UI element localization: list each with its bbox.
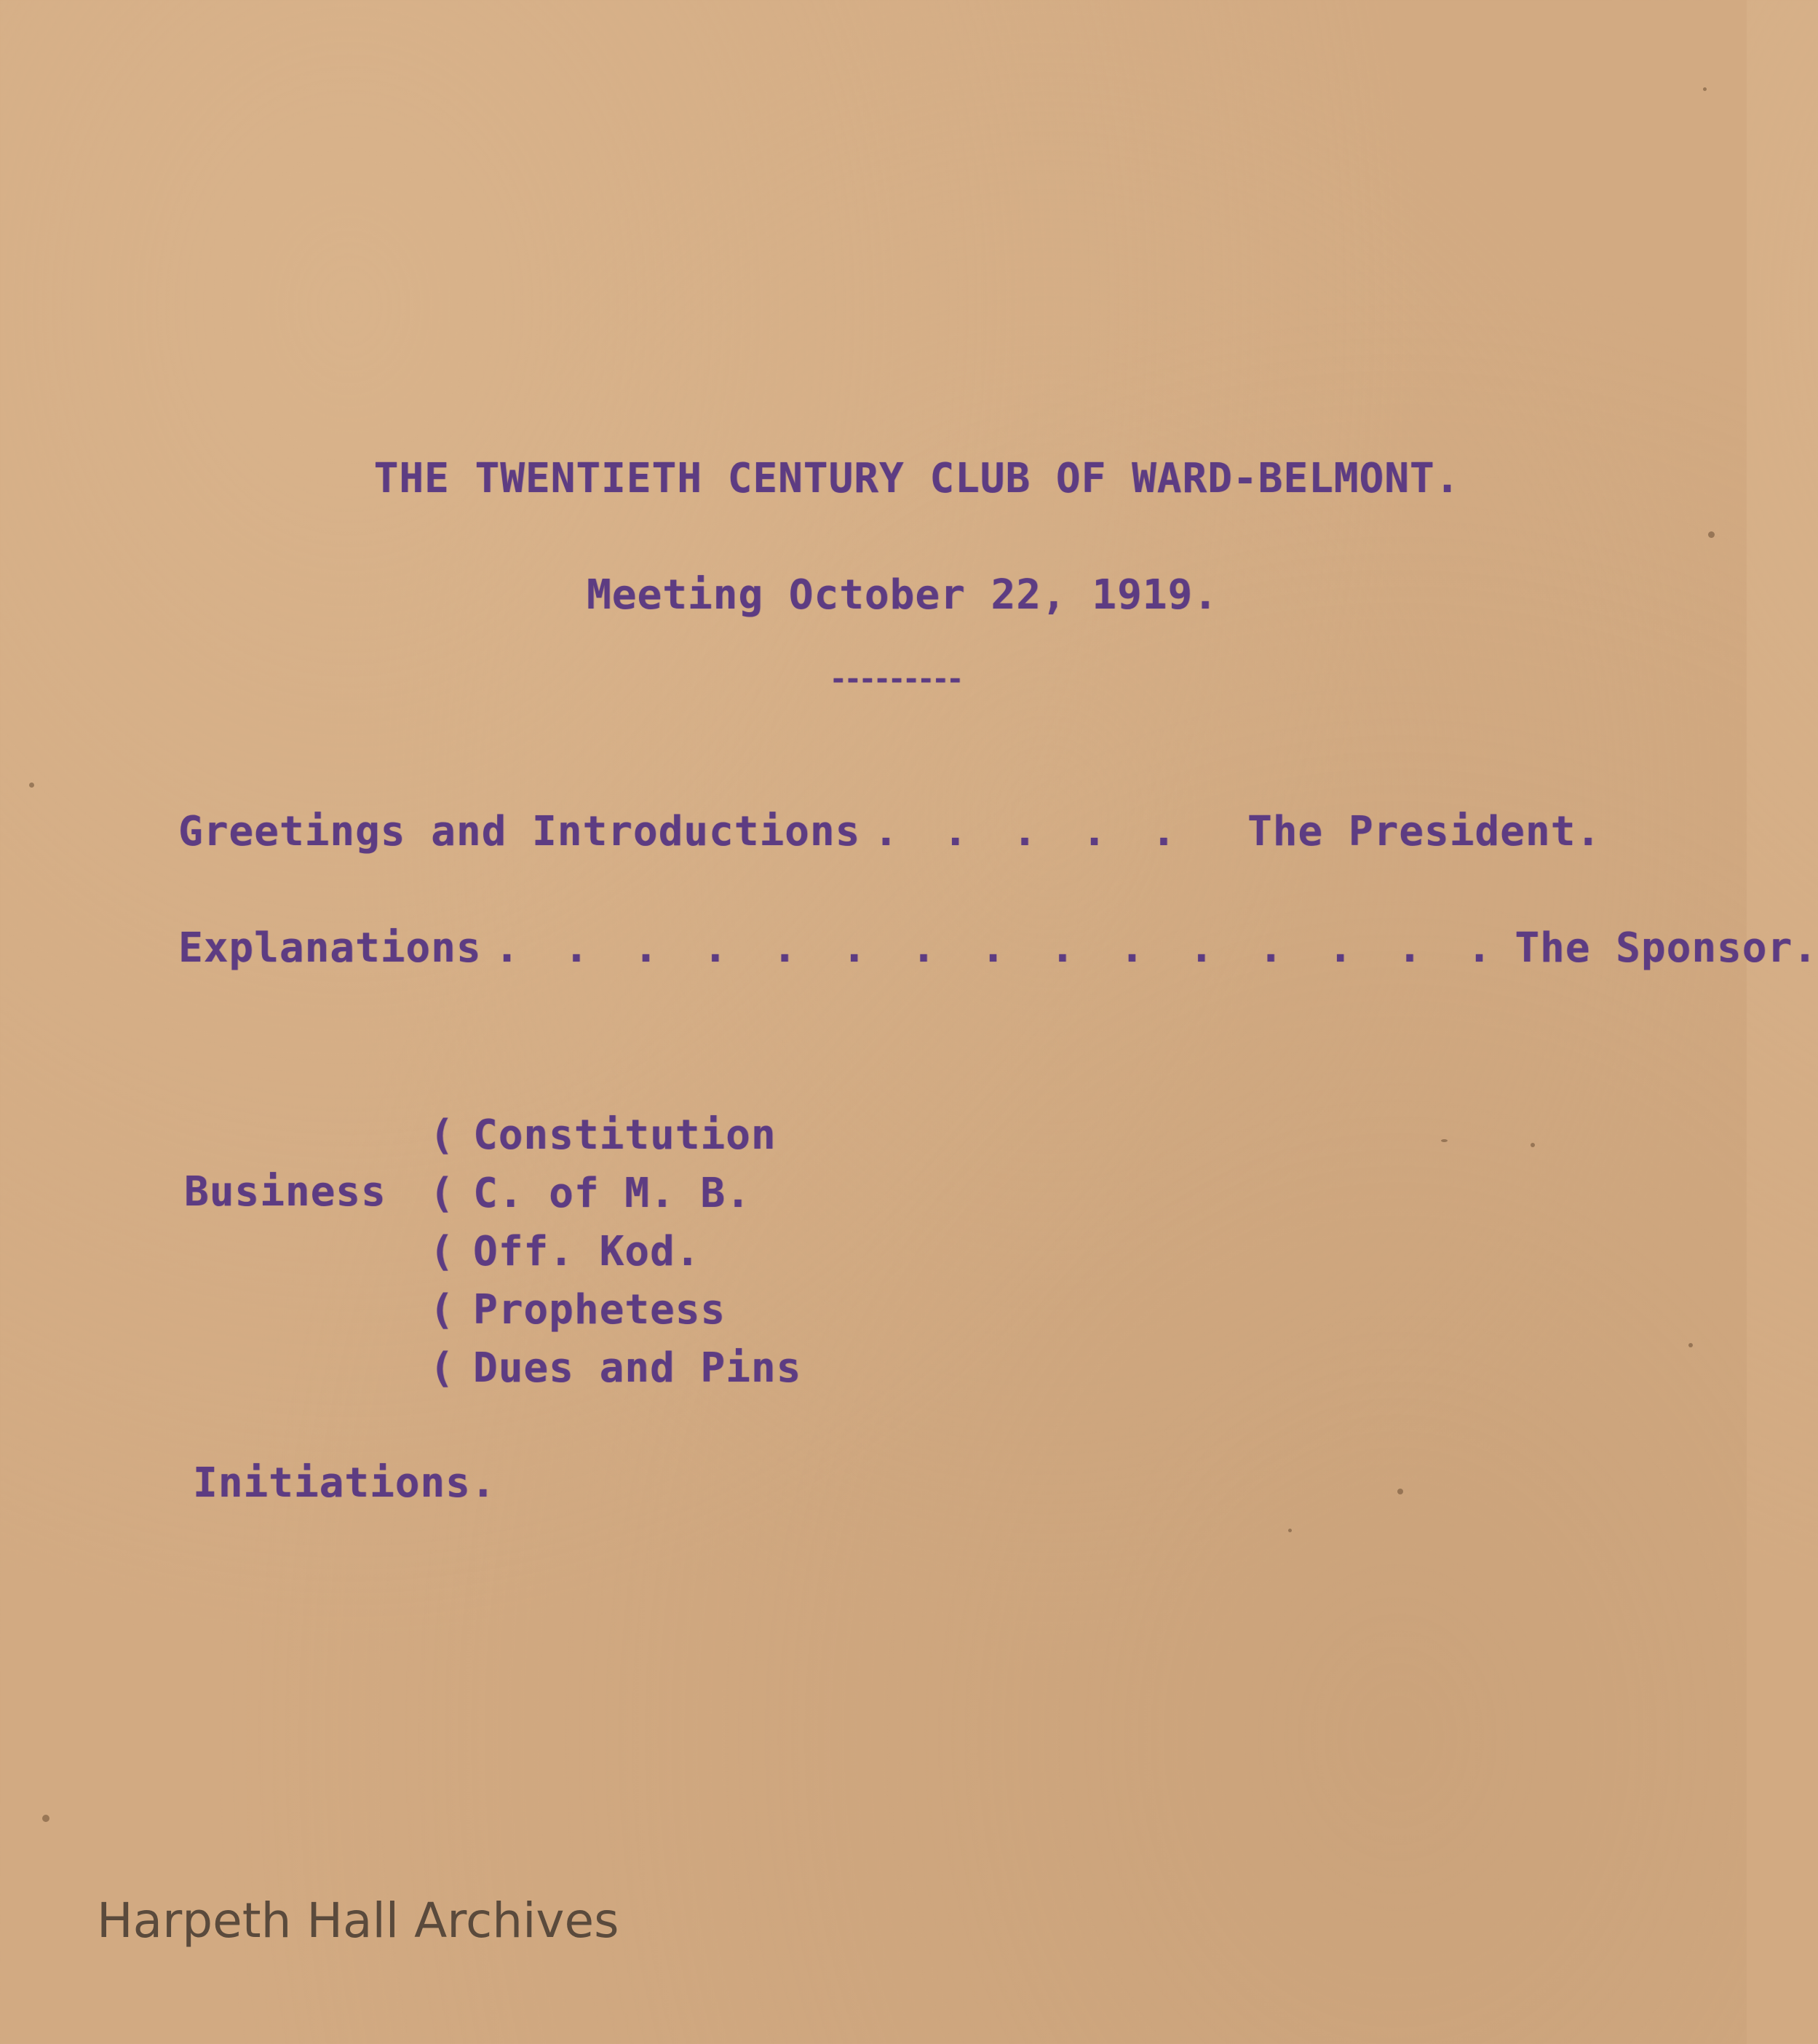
paper-speck — [1688, 1343, 1693, 1347]
bracket-mark: ( — [429, 1112, 455, 1159]
business-item — [429, 1165, 801, 1223]
separator-rule: --------- — [829, 662, 961, 696]
program-item-person: The Sponsor. — [1515, 924, 1818, 972]
paper-speck — [1703, 87, 1707, 91]
business-item — [429, 1223, 801, 1281]
business-item — [429, 1281, 801, 1339]
paper-speck — [1288, 1529, 1292, 1532]
bracket-mark: ( — [429, 1170, 455, 1217]
program-item-person: The President. — [1247, 808, 1601, 855]
paper-speck — [1531, 1143, 1535, 1147]
meeting-date: Meeting October 22, 1919. — [587, 571, 1218, 619]
business-item-text: C. of M. B. — [473, 1170, 751, 1217]
document-title: THE TWENTIETH CENTURY CLUB OF WARD-BELMONT. — [373, 455, 1461, 502]
bracket-mark: ( — [429, 1344, 455, 1392]
business-item-text: Prophetess — [473, 1286, 726, 1334]
paper-speck — [42, 1815, 49, 1822]
dot-leader: . . . . . — [873, 808, 1186, 855]
paper-speck — [29, 783, 34, 788]
paper-speck — [1441, 1139, 1448, 1142]
business-item-text: Constitution — [473, 1112, 777, 1159]
business-item-list — [429, 1106, 801, 1398]
business-item-text: Dues and Pins — [473, 1344, 802, 1392]
archive-watermark: Harpeth Hall Archives — [97, 1893, 619, 1949]
business-label: Business — [184, 1168, 386, 1216]
program-item-greetings — [178, 808, 1601, 855]
paper-speck — [1708, 531, 1715, 538]
paper-speck — [1397, 1489, 1403, 1494]
program-item-explanations — [178, 924, 1818, 972]
initiations-heading: Initiations. — [193, 1459, 496, 1507]
bracket-mark: ( — [429, 1228, 455, 1275]
dot-leader: . . . . . . . . . . . . . . . — [494, 924, 1502, 972]
business-item-text: Off. Kod. — [473, 1228, 701, 1275]
business-item — [429, 1106, 801, 1165]
program-item-label: Explanations — [178, 924, 482, 972]
business-item — [429, 1339, 801, 1398]
bracket-mark: ( — [429, 1286, 455, 1334]
program-item-label: Greetings and Introductions — [178, 808, 861, 855]
